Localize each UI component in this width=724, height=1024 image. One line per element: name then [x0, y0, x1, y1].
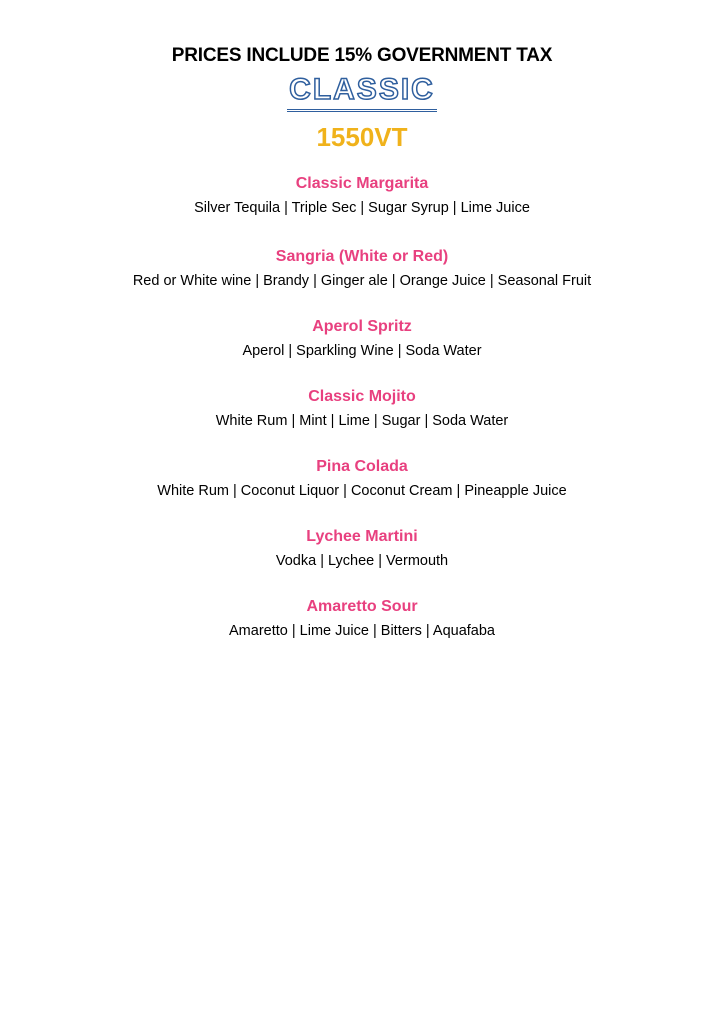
menu-item: [0, 456, 724, 501]
section-title-text: CLASSIC: [287, 72, 437, 112]
menu-item-name: Amaretto Sour: [306, 598, 418, 615]
menu-item-name: Sangria (White or Red): [275, 248, 449, 265]
menu-item-ingredients: White Rum | Coconut Liquor | Coconut Cream | Pineapple Juice: [157, 483, 567, 499]
menu-item-ingredients: Vodka | Lychee | Vermouth: [275, 553, 449, 569]
menu-item-name: Aperol Spritz: [312, 318, 412, 335]
price: 1550VT: [316, 122, 408, 152]
menu-item-ingredients: White Rum | Mint | Lime | Sugar | Soda Water: [215, 413, 509, 429]
menu-item: [0, 173, 724, 218]
menu-item-ingredients: Red or White wine | Brandy | Ginger ale | Orange Juice | Seasonal Fruit: [132, 273, 592, 289]
menu-item: [0, 596, 724, 641]
section-title: [0, 72, 724, 112]
menu-item: [0, 316, 724, 361]
menu-item-ingredients: Amaretto | Lime Juice | Bitters | Aquafaba: [229, 623, 495, 639]
menu-item: [0, 526, 724, 571]
menu-item: [0, 246, 724, 291]
menu-item: [0, 386, 724, 431]
menu-item-name: Lychee Martini: [306, 528, 418, 545]
menu-item-ingredients: Silver Tequila | Triple Sec | Sugar Syrup | Lime Juice: [194, 200, 530, 216]
menu-item-name: Pina Colada: [316, 458, 408, 475]
menu-item-name: Classic Mojito: [308, 388, 416, 405]
menu-item-ingredients: Aperol | Sparkling Wine | Soda Water: [242, 343, 482, 359]
menu-item-name: Classic Margarita: [295, 175, 429, 192]
tax-note: PRICES INCLUDE 15% GOVERNMENT TAX: [171, 45, 553, 66]
